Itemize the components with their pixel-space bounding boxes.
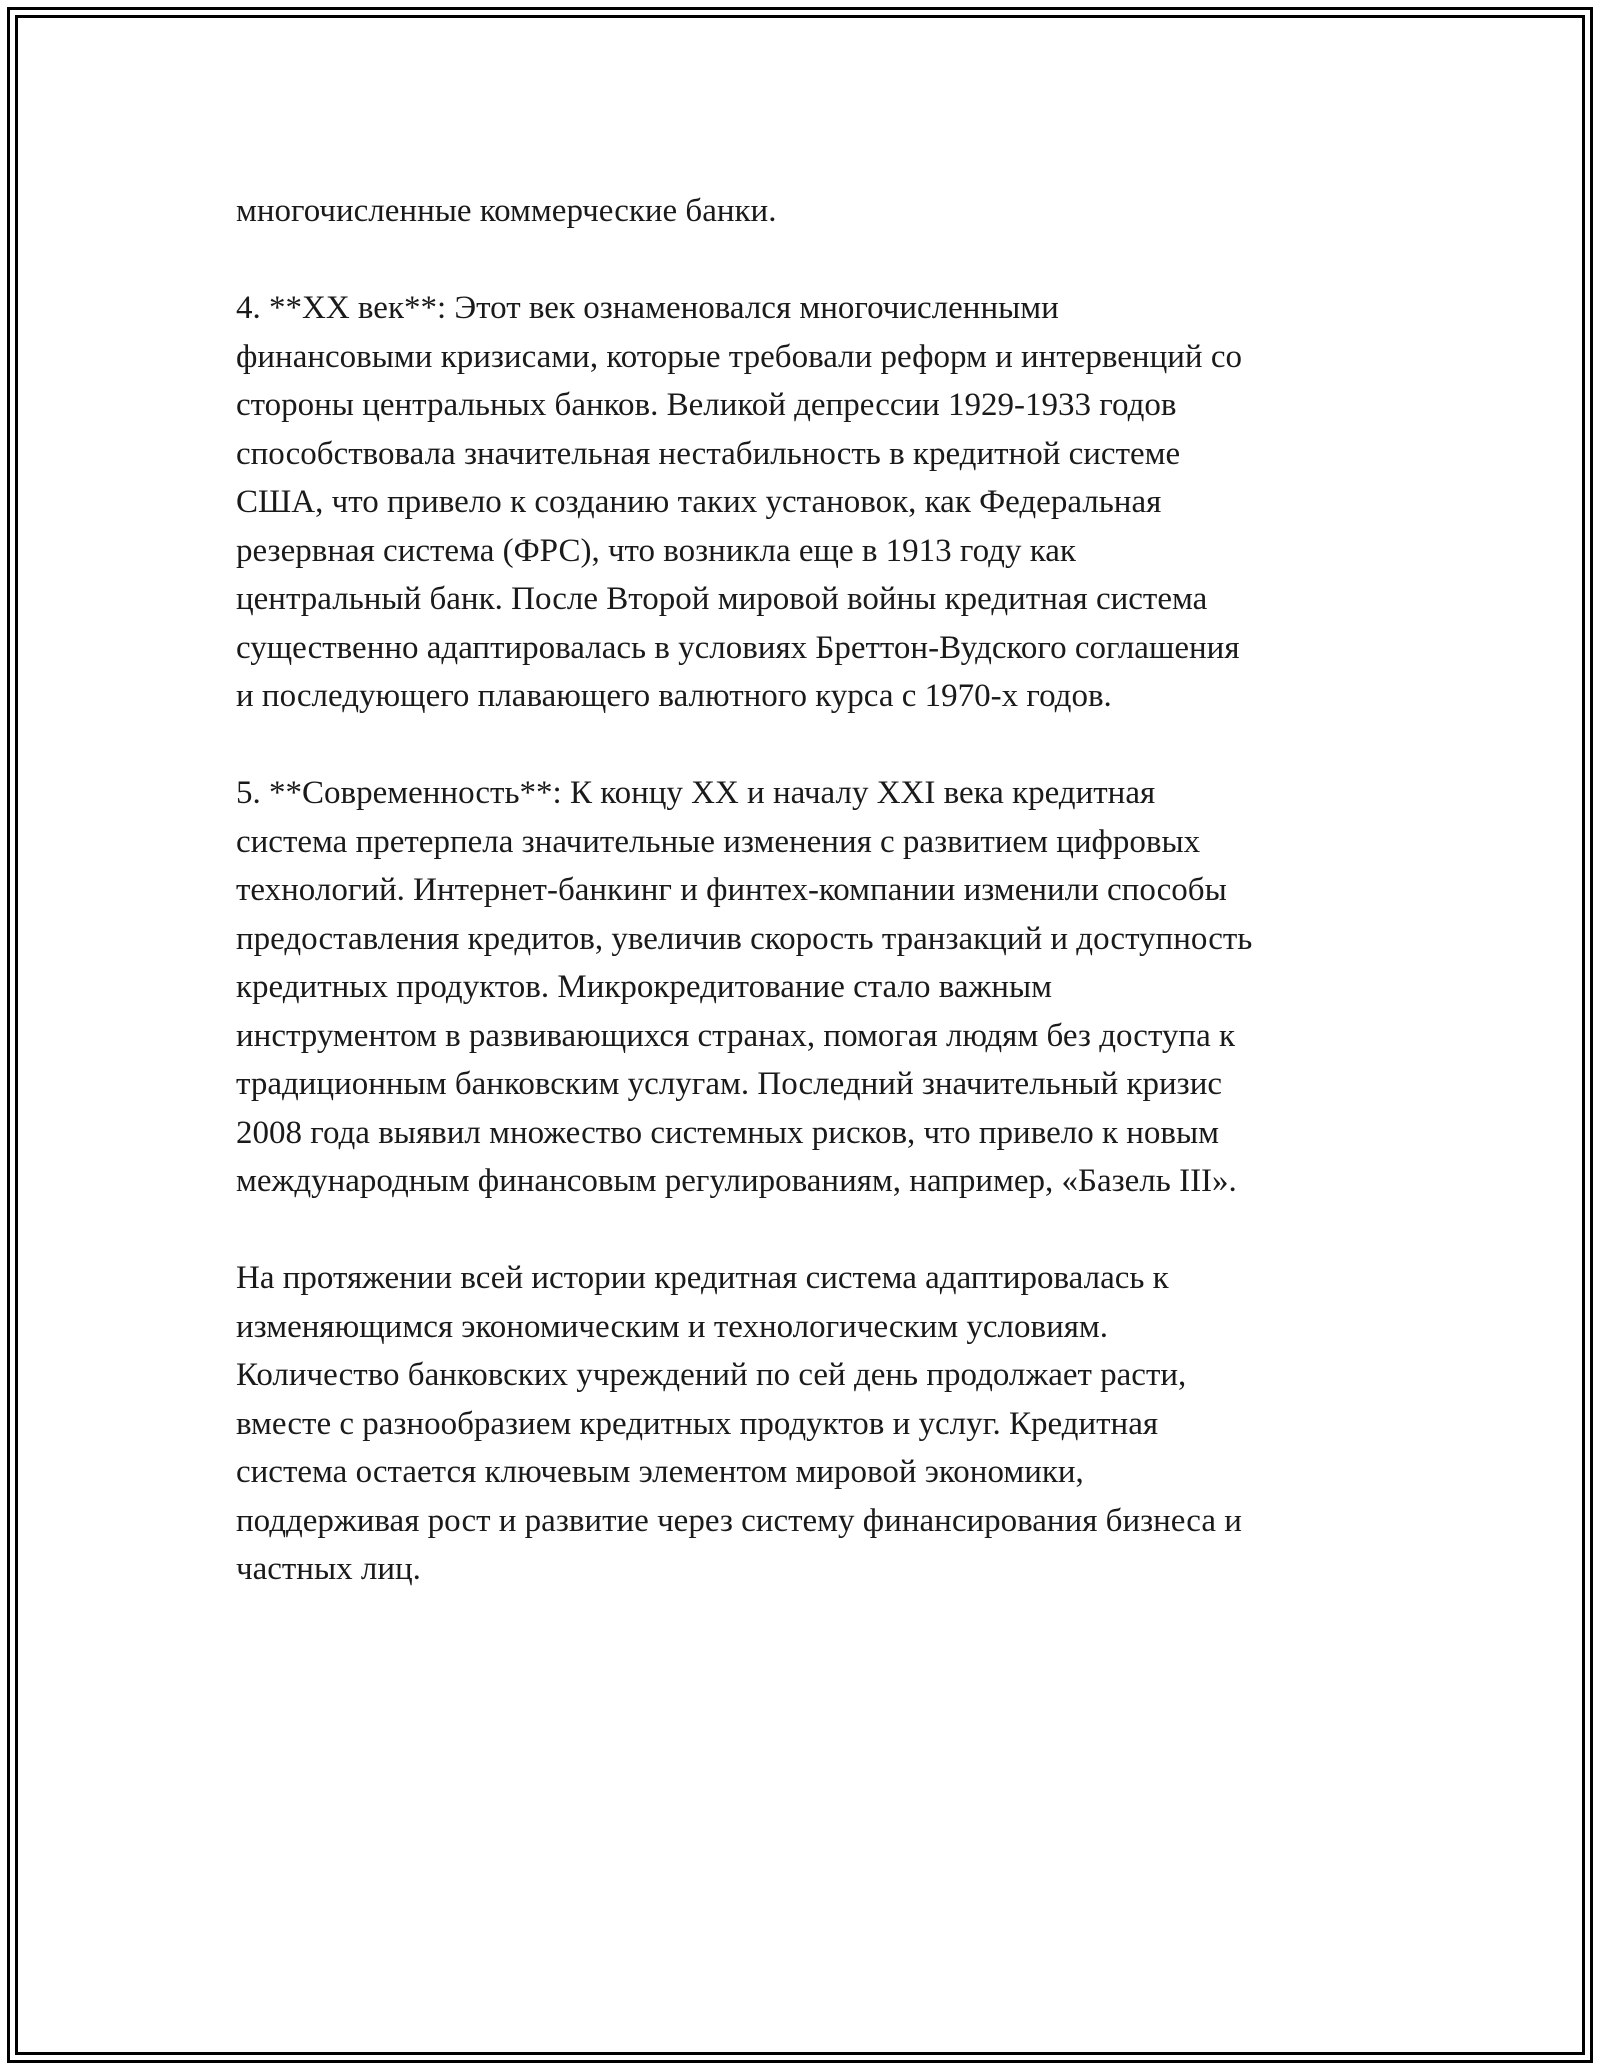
text-line: способствовала значительная нестабильность в кредитной системе (236, 435, 1181, 472)
text-line: 5. **Современность**: К концу XX и началу XXI века кредитная (236, 775, 1156, 811)
text-line: вместе с разнообразием кредитных продуктов и услуг. Кредитная (236, 1405, 1159, 1442)
text-line: финансовыми кризисами, которые требовали реформ и интервенций со (236, 338, 1242, 375)
text-line: 4. **XX век**: Этот век ознаменовался многочисленными (236, 290, 1059, 326)
text-line: стороны центральных банков. Великой депрессии 1929-1933 годов (236, 387, 1177, 423)
text-line: предоставления кредитов, увеличив скорость транзакций и доступность (236, 920, 1253, 957)
text-line: поддерживая рост и развитие через систему финансирования бизнеса и (236, 1502, 1242, 1539)
text-line: технологий. Интернет-банкинг и финтех-компании изменили способы (236, 872, 1227, 908)
paragraph-conclusion (236, 1254, 1376, 1594)
text-line: система остается ключевым элементом мировой экономики, (236, 1454, 1084, 1490)
text-line: система претерпела значительные изменения с развитием цифровых (236, 823, 1201, 860)
text-line: традиционным банковским услугам. Последний значительный кризис (236, 1066, 1223, 1102)
text-line: резервная система (ФРС), что возникла еще в 1913 году как (236, 532, 1076, 569)
text-line: центральный банк. После Второй мировой войны кредитная система (236, 581, 1208, 617)
text-line: инструментом в развивающихся странах, помогая людям без доступа к (236, 1017, 1236, 1054)
paragraph-continuation (236, 187, 1376, 236)
text-line: международным финансовым регулированиям, например, «Базель III». (236, 1163, 1237, 1199)
text-line: изменяющимся экономическим и технологическим условиям. (236, 1308, 1109, 1345)
paragraph-modernity (236, 769, 1376, 1206)
text-line: частных лиц. (236, 1551, 421, 1587)
paragraph-xx-century (236, 284, 1376, 721)
text-line: 2008 года выявил множество системных рисков, что привело к новым (236, 1114, 1220, 1151)
text-line: кредитных продуктов. Микрокредитование стало важным (236, 969, 1053, 1005)
document-body (236, 187, 1376, 1642)
text-line: существенно адаптировалась в условиях Бреттон-Вудского соглашения (236, 629, 1240, 666)
text-line: США, что привело к созданию таких установок, как Федеральная (236, 484, 1162, 520)
text-line: многочисленные коммерческие банки. (236, 193, 777, 229)
text-line: Количество банковских учреждений по сей день продолжает расти, (236, 1357, 1187, 1393)
text-line: На протяжении всей истории кредитная система адаптировалась к (236, 1260, 1169, 1296)
text-line: и последующего плавающего валютного курса с 1970-х годов. (236, 678, 1112, 714)
